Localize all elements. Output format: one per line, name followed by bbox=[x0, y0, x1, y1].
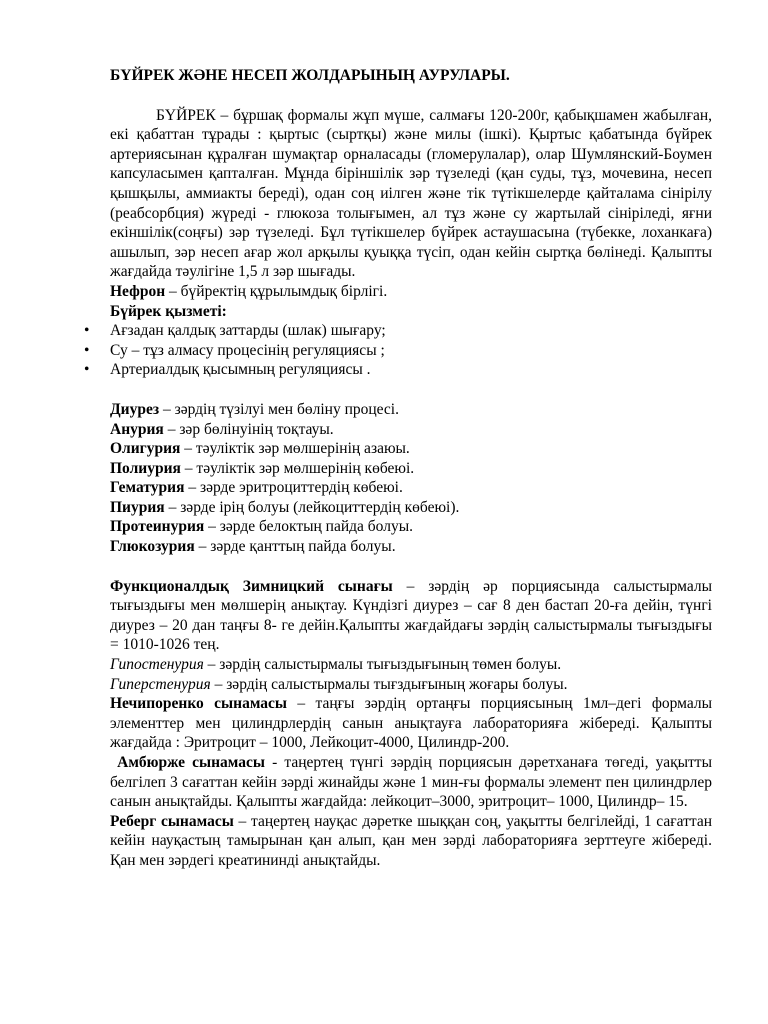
kidney-function-heading: Бүйрек қызметі: bbox=[110, 302, 227, 320]
term-row bbox=[110, 537, 712, 557]
list-item: • Артериалдық қысымның регуляциясы . bbox=[110, 360, 712, 380]
nephron-term: Нефрон bbox=[110, 282, 166, 300]
hyposthenuria-def: – зәрдің салыстырмалы тығыздығының төмен болуы. bbox=[203, 656, 562, 674]
term-name: Пиурия bbox=[110, 498, 165, 516]
document-title: БҮЙРЕК ЖӘНЕ НЕСЕП ЖОЛДАРЫНЫҢ АУРУЛАРЫ. bbox=[110, 67, 510, 84]
zimnitsky-text: – зәрдің әр порциясында салыстырмалы тығыздығы мен мөлшерің анықтау. Күндізгі диурез – сағ 8 ден бастап 20-ға дейін, түнгі диурез – 20 дан таңғы 8- ге дейін.Қалыпты жағдайдағы зәрдің салыстырмалы тығыздығы = 1010-1026 тең. bbox=[110, 577, 713, 654]
reberg-paragraph bbox=[110, 812, 712, 871]
nechiporenko-paragraph bbox=[110, 694, 712, 753]
term-row bbox=[110, 400, 712, 420]
term-name: Гематурия bbox=[110, 479, 185, 497]
terms-list bbox=[110, 400, 712, 557]
term-name: Диурез bbox=[110, 400, 160, 418]
list-item: • Су – тұз алмасу процесінің регуляциясы ; bbox=[110, 341, 712, 361]
term-def: – зәрде ірің болуы (лейкоциттердің көбеюі). bbox=[164, 498, 460, 516]
reberg-text: – таңертең науқас дәретке шыққан соң, уақытты белгілейді, 1 сағаттан кейін науқастың тамырынан қан алып, қан мен зәрді лабораторияға зерттеуге жібереді. Қан мен зәрдегі креатининді анықтайды. bbox=[110, 812, 712, 869]
term-row bbox=[110, 459, 712, 479]
term-name: Олигурия bbox=[110, 440, 181, 458]
amburge-paragraph bbox=[110, 753, 712, 812]
term-row bbox=[110, 420, 712, 440]
term-def: – тәуліктік зәр мөлшерінің көбеюі. bbox=[180, 459, 415, 477]
kidney-intro-paragraph: БҮЙРЕК – бұршақ формалы жұп мүше, салмағы 120-200г, қабықшамен жабылған, екі қабаттан тұрады : қыртыс (сыртқы) және милы (ішкі). Қыртыс қабатында бүйрек артериясынан құралған шумақтар орналасады (гломерулалар), олар Шумлянский-Боумен капсуласымен қапталған. Мұнда біріншілік зәр түзеледі (қан суды, тұз, мочевина, несеп қышқылы, аммиакты береді), одан соң иілген және тік түтікшелерде қайталама сінірілу (реабсорбция) жүреді - глюкоза толығымен, ал тұз және су жартылай сініріледі, яғни екіншілік(соңғы) зәр түзеледі. Бұл түтікшелер бүйрек астаушасына (түбекке, лоханкаға) ашылып, зәр несеп ағар жол арқылы қуыққа түсіп, одан кейін сыртқа бөлінеді. Қалыпты жағдайда тәулігіне 1,5 л зәр шығады. bbox=[110, 106, 712, 281]
amburge-text: - таңертең түнгі зәрдің порциясын дәретханаға төгеді, уақытты белгілеп 3 сағаттан кейін зәрді жинайды және 1 мин-ғы формалы элемент пен цилиндрлер санын анықтайды. Қалыпты жағдайда: лейкоцит–3000, эритроцит– 1000, Цилиндр– 15. bbox=[110, 754, 712, 811]
term-def: – зәрде белоктың пайда болуы. bbox=[204, 518, 414, 536]
term-name: Протеинурия bbox=[110, 518, 205, 536]
zimnitsky-paragraph bbox=[110, 577, 712, 655]
document-page bbox=[110, 66, 712, 871]
term-row bbox=[110, 478, 712, 498]
hypersthenuria-definition bbox=[110, 675, 712, 695]
term-row bbox=[110, 517, 712, 537]
term-def: – зәрде қанттың пайда болуы. bbox=[194, 538, 396, 556]
reberg-term: Реберг сынамасы bbox=[110, 812, 234, 830]
nechiporenko-term: Нечипоренко сынамасы bbox=[110, 695, 288, 713]
term-def: – зәрде эритроциттердің көбеюі. bbox=[184, 479, 403, 497]
hypersthenuria-def: – зәрдің салыстырмалы тығздығының жоғары болуы. bbox=[210, 675, 568, 693]
term-def: – зәр бөлінуінің тоқтауы. bbox=[163, 420, 334, 438]
term-def: – зәрдің түзілуі мен бөліну процесі. bbox=[159, 400, 399, 418]
term-def: – тәуліктік зәр мөлшерінің азаюы. bbox=[180, 440, 410, 458]
term-row bbox=[110, 498, 712, 518]
nechiporenko-text: – таңғы зәрдің ортаңғы порциясының 1мл–дегі формалы элементтер мен цилиндрлердің санын анықтауға лабораторияға жібереді. Қалыпты жағдайда : Эритроцит – 1000, Лейкоцит-4000, Цилиндр-200. bbox=[110, 695, 712, 752]
nephron-definition bbox=[110, 282, 712, 302]
hyposthenuria-term: Гипостенурия bbox=[110, 656, 204, 674]
zimnitsky-term: Функционалдық Зимницкий сынағы bbox=[110, 577, 393, 595]
list-item: • Ағзадан қалдық заттарды (шлак) шығару; bbox=[110, 321, 712, 341]
term-name: Анурия bbox=[110, 420, 164, 438]
hypersthenuria-term: Гиперстенурия bbox=[110, 675, 211, 693]
amburge-term: Амбюрже сынамасы bbox=[117, 754, 265, 771]
term-row bbox=[110, 439, 712, 459]
term-name: Глюкозурия bbox=[110, 538, 195, 556]
term-name: Полиурия bbox=[110, 459, 181, 477]
hyposthenuria-definition bbox=[110, 655, 712, 675]
nephron-def: – бүйректің құрылымдық бірлігі. bbox=[165, 282, 388, 300]
kidney-function-list bbox=[110, 321, 712, 380]
